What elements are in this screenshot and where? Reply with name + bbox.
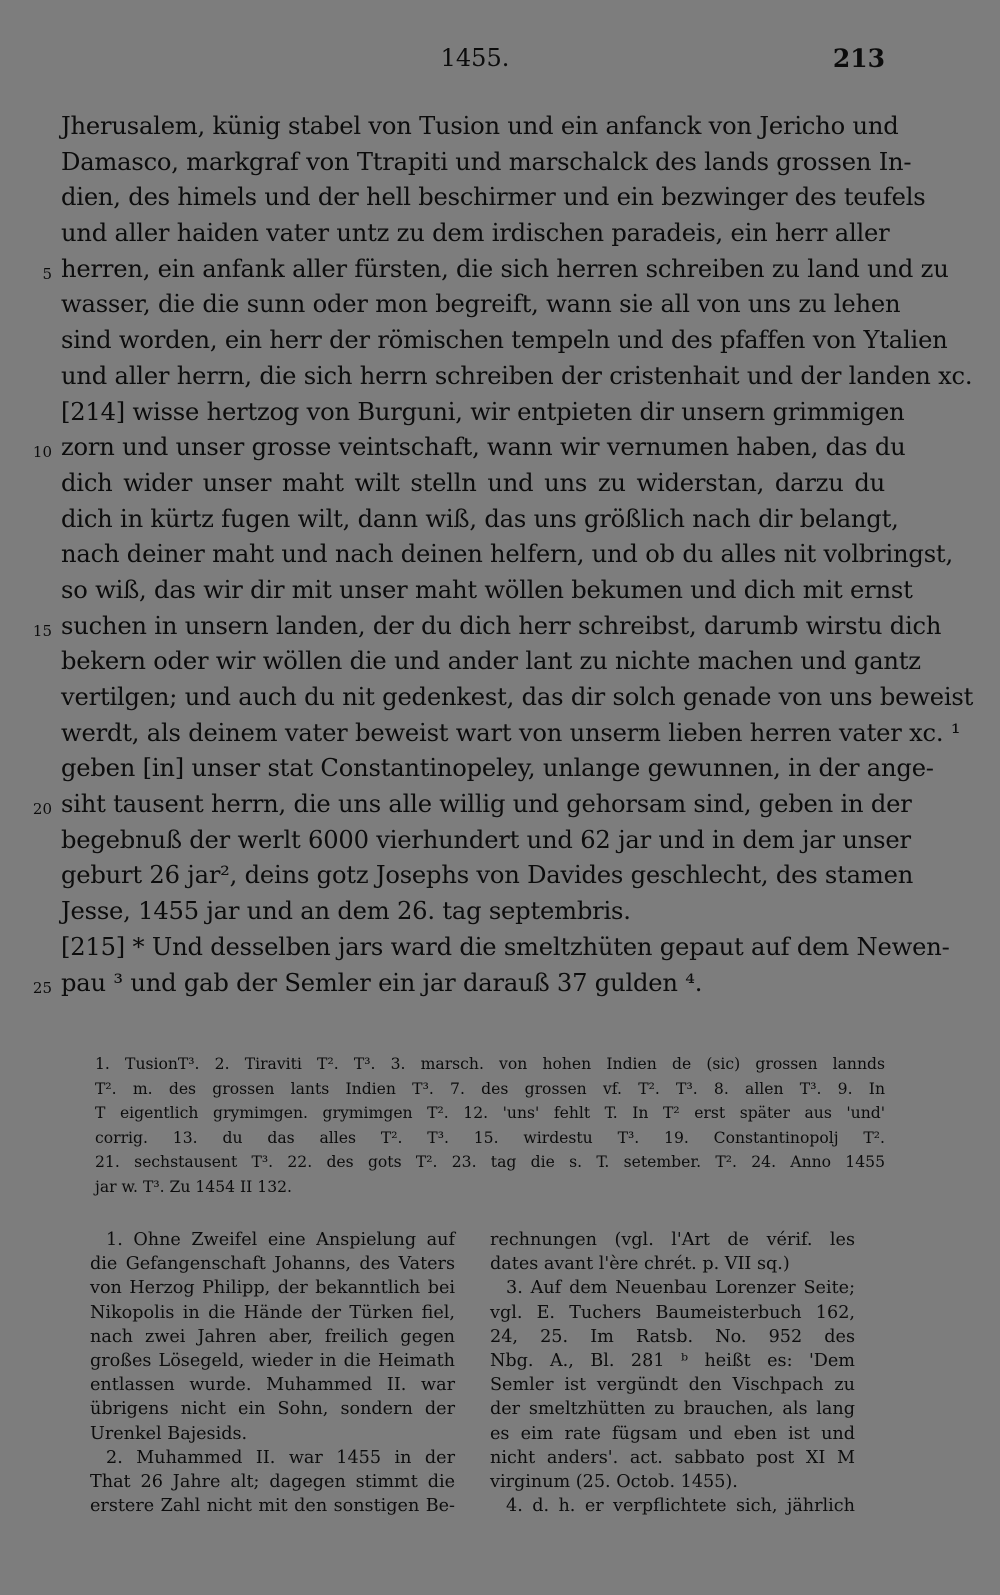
footnote-line: vgl. E. Tuchers Baumeisterbuch 162, — [490, 1302, 855, 1323]
line-text: Damasco, markgraf von Ttrapiti und marschalck des lands grossen In- — [61, 147, 912, 176]
line-number: 10 — [32, 443, 52, 462]
line-text: begebnuß der werlt 6000 vierhundert und 62 jar und in dem jar unser — [61, 825, 911, 854]
variant-apparatus — [95, 1052, 885, 1199]
footnote-line: nicht anders'. act. sabbato post XI M — [490, 1447, 855, 1468]
text-line — [0, 607, 1000, 643]
line-text: zorn und unser grosse veintschaft, wann wir vernumen haben, das du — [61, 433, 906, 462]
footnote-line: 24, 25. Im Ratsb. No. 952 des — [490, 1326, 855, 1347]
line-text: und aller herrn, die sich herrn schreiben der cristenhait und der landen xc. — [61, 361, 973, 390]
line-text: und aller haiden vater untz zu dem irdischen paradeis, ein herr aller — [61, 219, 890, 248]
text-line — [0, 143, 1000, 179]
text-line — [0, 535, 1000, 571]
text-line — [0, 964, 1000, 1000]
text-line — [0, 821, 1000, 857]
footnote-line: 1. Ohne Zweifel eine Anspielung auf — [106, 1230, 455, 1250]
text-line — [0, 393, 1000, 429]
footnote-line: großes Lösegeld, wieder in die Heimath — [90, 1350, 455, 1371]
footnote-line: dates avant l'ère chrét. p. VII sq.) — [490, 1254, 790, 1275]
text-line — [0, 571, 1000, 607]
footnote-line: 3. Auf dem Neuenbau Lorenzer Seite; — [506, 1278, 855, 1299]
footnote-line: der smeltzhütten zu brauchen, als lang — [490, 1399, 855, 1420]
footnote-line: von Herzog Philipp, der bekanntlich bei — [90, 1278, 455, 1299]
footnote-line: Nbg. A., Bl. 281 ᵇ heißt es: 'Dem — [490, 1350, 855, 1371]
line-text: dien, des himels und der hell beschirmer und ein bezwinger des teufels — [61, 183, 926, 212]
line-text: [214] wisse hertzog von Burguni, wir entpieten dir unsern grimmigen — [61, 397, 905, 426]
line-text: geburt 26 jar², deins gotz Josephs von Davides geschlecht, des stamen — [61, 861, 914, 890]
footnote-line: Semler ist vergündt den Vischpach zu — [490, 1375, 855, 1396]
line-number: 5 — [42, 264, 52, 283]
line-text: [215] * Und desselben jars ward die smeltzhüten gepaut auf dem Newen- — [61, 932, 950, 961]
footnote-line: entlassen wurde. Muhammed II. war — [90, 1375, 455, 1396]
variant-line: corrig. 13. du das alles T². T³. 15. wirdestu T³. 19. Constantinopolj T². — [95, 1128, 885, 1147]
text-line — [0, 642, 1000, 678]
text-line — [0, 928, 1000, 964]
text-line — [0, 285, 1000, 321]
line-text: vertilgen; und auch du nit gedenkest, das dir solch genade von uns beweist — [61, 683, 974, 711]
footnote-line: erstere Zahl nicht mit den sonstigen Be- — [90, 1496, 455, 1517]
line-number: 20 — [32, 800, 52, 819]
footnote-line: 4. d. h. er verpflichtete sich, jährlich — [506, 1496, 855, 1517]
text-line — [0, 714, 1000, 750]
line-text: Jherusalem, künig stabel von Tusion und ein anfanck von Jericho und — [61, 112, 899, 140]
text-line — [0, 856, 1000, 892]
line-text: pau ³ und gab der Semler ein jar darauß 37 gulden ⁴. — [61, 968, 703, 997]
footnote-line: Nikopolis in die Hände der Türken fiel, — [90, 1302, 455, 1323]
line-text: geben [in] unser stat Constantinopeley, unlange gewunnen, in der ange- — [61, 754, 934, 783]
line-number: 25 — [32, 978, 52, 997]
text-line — [0, 321, 1000, 357]
text-line — [0, 749, 1000, 785]
text-line — [0, 785, 1000, 821]
text-line — [0, 178, 1000, 214]
variant-line: T². m. des grossen lants Indien T³. 7. des grossen vf. T². T³. 8. allen T³. 9. In — [95, 1079, 885, 1098]
variant-line: 21. sechstausent T³. 22. des gots T². 23. tag die s. T. setember. T². 24. Anno 1455 — [95, 1153, 885, 1171]
line-text: suchen in unsern landen, der du dich herr schreibst, darumb wirstu dich — [61, 611, 942, 640]
text-line — [0, 464, 1000, 500]
text-line — [0, 892, 1000, 928]
footnote-line: virginum (25. Octob. 1455). — [490, 1471, 738, 1492]
footnote-line: nach zwei Jahren aber, freilich gegen — [90, 1326, 455, 1347]
footnotes-right-column — [490, 1228, 855, 1518]
line-text: wasser, die die sunn oder mon begreift, wann sie all von uns zu lehen — [61, 290, 901, 319]
text-line — [0, 250, 1000, 286]
footnote-line: rechnungen (vgl. l'Art de vérif. les — [490, 1230, 855, 1250]
page-header — [0, 44, 1000, 84]
line-text: siht tausent herrn, die uns alle willig und gehorsam sind, geben in der — [61, 790, 912, 819]
footnote-line: Urenkel Bajesids. — [90, 1423, 248, 1444]
line-text: so wiß, das wir dir mit unser maht wöllen bekumen und dich mit ernst — [61, 575, 913, 604]
running-head-year: 1455. — [440, 44, 510, 72]
line-text: Jesse, 1455 jar und an dem 26. tag septembris. — [61, 897, 631, 926]
footnote-line: 2. Muhammed II. war 1455 in der — [106, 1447, 455, 1468]
variant-line: T eigentlich grymimgen. grymimgen T². 12. 'uns' fehlt T. In T² erst später aus 'und' — [95, 1104, 885, 1122]
page-number: 213 — [832, 44, 885, 73]
variant-line: jar w. T³. Zu 1454 II 132. — [95, 1177, 292, 1196]
text-line — [0, 357, 1000, 393]
line-number: 15 — [32, 621, 52, 640]
line-text: werdt, als deinem vater beweist wart von unserm lieben herren vater xc. ¹ — [61, 718, 961, 747]
footnote-line: übrigens nicht ein Sohn, sondern der — [90, 1399, 455, 1420]
text-line — [0, 107, 1000, 143]
text-line — [0, 678, 1000, 714]
line-text: sind worden, ein herr der römischen tempeln und des pfaffen von Ytalien — [61, 326, 948, 355]
text-line — [0, 428, 1000, 464]
line-text: herren, ein anfank aller fürsten, die sich herren schreiben zu land und zu — [61, 254, 949, 283]
text-line — [0, 214, 1000, 250]
line-text: dich wider unser maht wilt stelln und uns zu widerstan, darzu du — [61, 468, 885, 497]
footnote-line: die Gefangenschaft Johanns, des Vaters — [90, 1254, 455, 1275]
line-text: dich in kürtz fugen wilt, dann wiß, das uns größlich nach dir belangt, — [61, 504, 899, 533]
main-text — [0, 107, 1000, 999]
footnote-line: es eim rate fügsam und eben ist und — [490, 1423, 855, 1444]
line-text: bekern oder wir wöllen die und ander lant zu nichte machen und gantz — [61, 647, 921, 676]
line-text: nach deiner maht und nach deinen helfern, und ob du alles nit volbringst, — [61, 540, 953, 569]
text-line — [0, 500, 1000, 536]
footnote-line: That 26 Jahre alt; dagegen stimmt die — [90, 1471, 455, 1492]
footnotes-left-column — [90, 1228, 455, 1518]
variant-line: 1. TusionT³. 2. Tiraviti T². T³. 3. marsch. von hohen Indien de (sic) grossen lannds — [95, 1055, 885, 1073]
